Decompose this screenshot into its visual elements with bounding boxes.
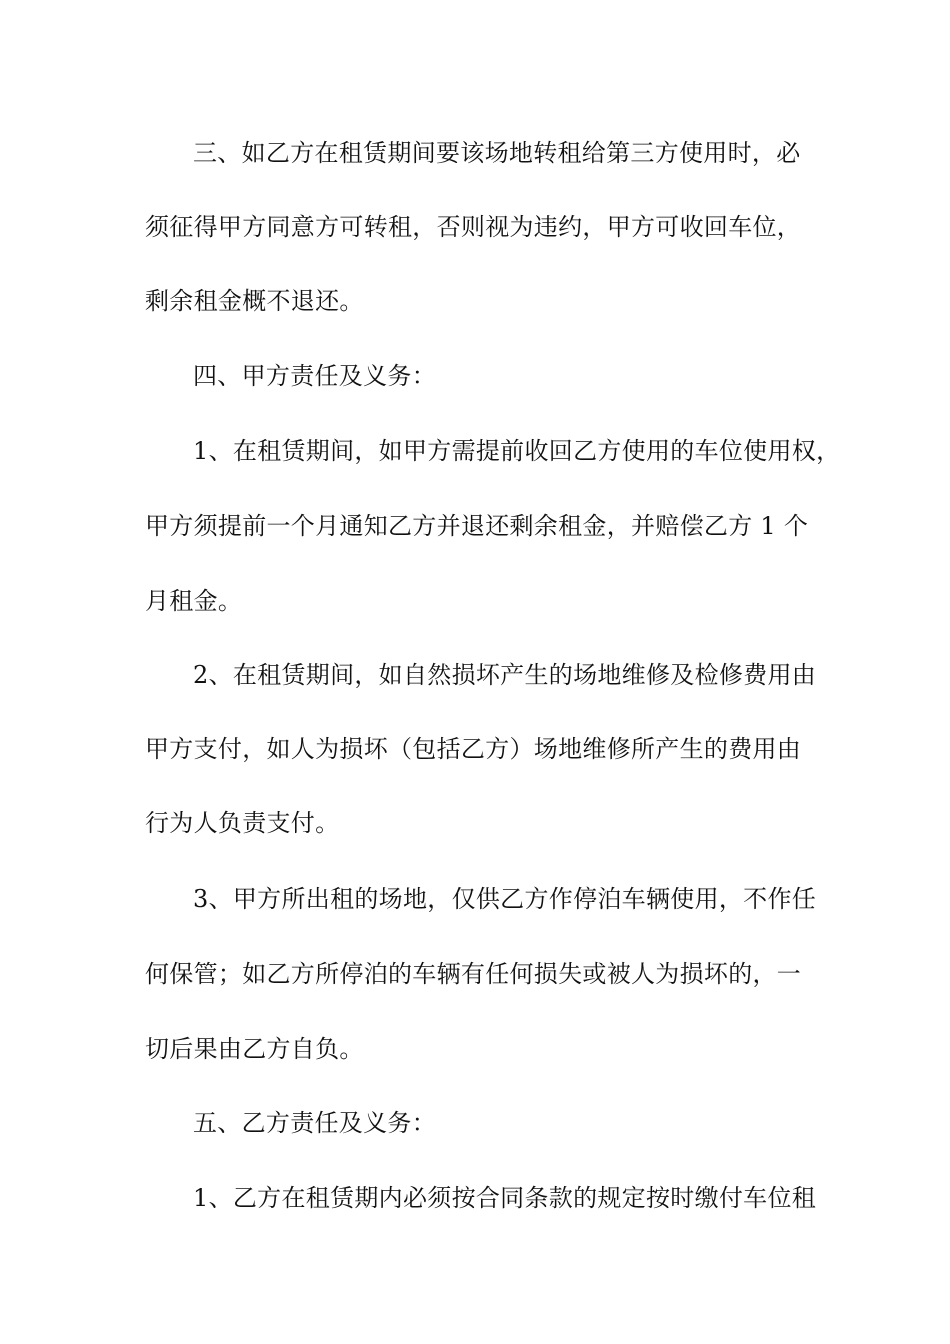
item-4-2-line-1: 2、在租赁期间，如自然损坏产生的场地维修及检修费用由 xyxy=(193,661,817,689)
item-4-2-line-2: 甲方支付，如人为损坏（包括乙方）场地维修所产生的费用由 xyxy=(145,735,802,763)
item-4-2-line-3: 行为人负责支付。 xyxy=(145,809,340,837)
item-5-1-line-1: 1、乙方在租赁期内必须按合同条款的规定按时缴付车位租 xyxy=(193,1184,817,1212)
clause-3-line-2: 须征得甲方同意方可转租，否则视为违约，甲方可收回车位， xyxy=(145,213,802,241)
clause-3-line-3: 剩余租金概不退还。 xyxy=(145,287,364,315)
item-4-1-line-3: 月租金。 xyxy=(145,587,243,615)
item-4-1-line-1: 1、在租赁期间，如甲方需提前收回乙方使用的车位使用权， xyxy=(193,437,841,465)
item-4-3-line-2: 何保管；如乙方所停泊的车辆有任何损失或被人为损坏的，一 xyxy=(145,960,802,988)
section-5-heading: 五、乙方责任及义务： xyxy=(193,1109,436,1137)
item-4-3-line-3: 切后果由乙方自负。 xyxy=(145,1035,364,1063)
section-4-heading: 四、甲方责任及义务： xyxy=(193,362,436,390)
clause-3-line-1: 三、如乙方在租赁期间要该场地转租给第三方使用时，必 xyxy=(193,139,801,167)
item-4-3-line-1: 3、甲方所出租的场地，仅供乙方作停泊车辆使用，不作任 xyxy=(193,885,817,913)
item-4-1-line-2: 甲方须提前一个月通知乙方并退还剩余租金，并赔偿乙方 1 个 xyxy=(145,512,809,540)
